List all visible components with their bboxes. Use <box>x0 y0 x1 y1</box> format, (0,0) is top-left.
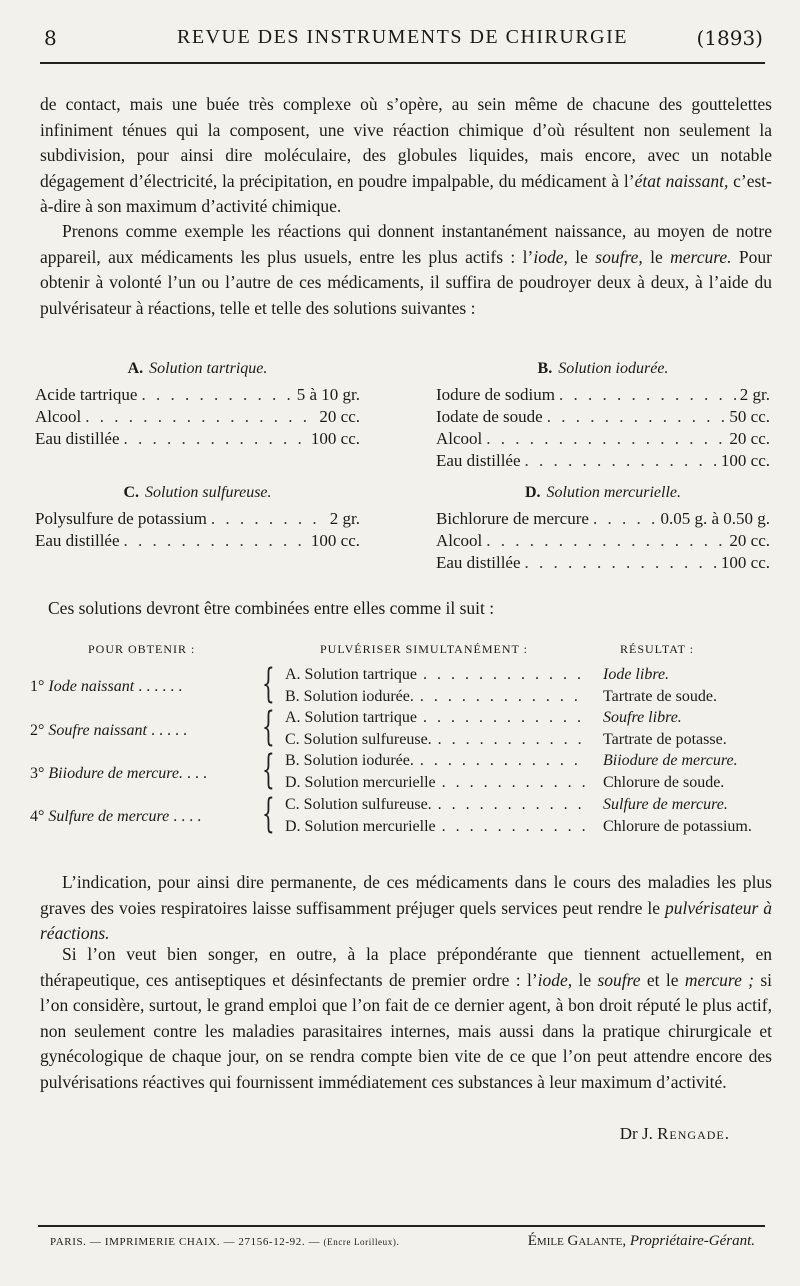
combo-solution: C. Solution sulfureuse. . . . <box>285 731 585 749</box>
combo-goal-3: 3° Biiodure de mercure. . . . <box>30 765 208 782</box>
footer-rule <box>38 1225 765 1227</box>
combo-result: Iode libre. <box>603 666 670 683</box>
combo-solution: D. Solution mercurielle . . . <box>285 774 585 792</box>
ingredient-row: Iodate de soude . . . 50 cc. <box>436 406 770 428</box>
header-pulverize: PULVÉRISER SIMULTANÉMENT : <box>320 642 528 656</box>
combo-solution: A. Solution tartrique . . . <box>285 666 585 684</box>
combo-solution: B. Solution iodurée. . . . <box>285 688 585 706</box>
year: (1893) <box>696 26 763 50</box>
signature: Dr J. Rengade. <box>619 1124 730 1143</box>
solution-title: B. Solution iodurée. <box>537 360 669 377</box>
solution-d <box>436 484 770 574</box>
combo-solution: C. Solution sulfureuse. . . . <box>285 796 585 814</box>
combo-result: Biiodure de mercure. <box>603 752 738 769</box>
running-title: REVUE DES INSTRUMENTS DE CHIRURGIE <box>177 26 628 48</box>
combo-result: Sulfure de mercure. <box>603 796 728 813</box>
header-goal: POUR OBTENIR : <box>88 642 196 656</box>
solution-title: C. Solution sulfureuse. <box>123 484 272 501</box>
ingredient-row: Eau distillée . . . 100 cc. <box>35 428 360 450</box>
ingredient-row: Alcool . . . 20 cc. <box>436 428 770 450</box>
paragraph-1: de contact, mais une buée très complexe où s’opère, au sein même de chacune des gouttelettes infiniment ténues qui la composent, une vive réaction chimique d’où résultent non seulement la subdivision, pour ainsi dire moléculaire, des globules liquides, mais encore, avec un notable dégagement d’électricité, la précipitation, en poudre impalpable, du médicament à l’état naissant, c’est-à-dire à son maximum d’activité chimique. <box>40 94 772 216</box>
ingredient-row: Eau distillée . . . 100 cc. <box>436 450 770 472</box>
running-header <box>40 22 765 52</box>
paragraph-2: Prenons comme exemple les réactions qui donnent instantanément naissance, au moyen de notre appareil, aux médicaments les plus usuels, entre les plus actifs : l’iode, le soufre, le mercure. Pour obtenir à volonté l’un ou l’autre de ces médicaments, il suffira de poudroyer deux à deux, à l’aide du pulvérisateur à réactions, telle et telle des solutions suivantes : <box>40 221 772 318</box>
solution-c <box>35 484 360 552</box>
brace-1: { <box>262 661 275 707</box>
printer-imprint: PARIS. — IMPRIMERIE CHAIX. — 27156-12-92. — (Encre Lorilleux). <box>50 1236 400 1248</box>
header-rule <box>40 62 765 64</box>
combo-solution: A. Solution tartrique . . . <box>285 709 585 727</box>
brace-3: { <box>262 747 275 793</box>
solution-a <box>35 360 360 450</box>
ingredient-row: Alcool . . . 20 cc. <box>436 530 770 552</box>
header-result: RÉSULTAT : <box>620 642 695 656</box>
combo-goal-1: 1° Iode naissant . . . . . . <box>30 678 183 695</box>
brace-4: { <box>262 791 275 837</box>
solution-title: A. Solution tartrique. <box>127 360 268 377</box>
ingredient-row: Acide tartrique . . . 5 à 10 gr. <box>35 384 360 406</box>
combo-result: Chlorure de soude. <box>603 774 725 791</box>
combo-solution: B. Solution iodurée. . . . <box>285 752 585 770</box>
paragraph-3: L’indication, pour ainsi dire permanente, de ces médicaments dans le cours des maladies les plus graves des voies respiratoires laisse suffisamment préjuger quels services peut rendre le pulvérisateur à réactions. <box>40 872 772 943</box>
combo-solution: D. Solution mercurielle . . . <box>285 818 585 836</box>
paragraph-4: Si l’on veut bien songer, en outre, à la place prépondérante que tiennent actuellement, en thérapeutique, ces antiseptiques et désinfectants de premier ordre : l’iode, le soufre et le mercure ; si l’on considère, surtout, le grand emploi que l’on fait de ce dernier agent, à bon droit réputé le plus actif, non seulement contre les maladies parasitaires internes, mais aussi dans la pratique chirurgicale et gynécologique de chaque jour, on se rendra compte bien vite de ce que l’on peut attendre encore des pulvérisations réactives qui fournissent immédiatement ces substances à leur maximum d’activité. <box>40 944 772 1092</box>
combinations-intro: Ces solutions devront être combinées entre elles comme il suit : <box>48 598 495 618</box>
combo-result: Tartrate de potasse. <box>603 731 727 748</box>
combo-goal-2: 2° Soufre naissant . . . . . <box>30 722 187 739</box>
publisher-line: Émile Galante, Propriétaire-Gérant. <box>527 1233 755 1249</box>
ingredient-row: Polysulfure de potassium . . . 2 gr. <box>35 508 360 530</box>
combo-result: Tartrate de soude. <box>603 688 717 705</box>
ingredient-row: Eau distillée . . . 100 cc. <box>436 552 770 574</box>
combo-goal-4: 4° Sulfure de mercure . . . . <box>30 808 202 825</box>
brace-2: { <box>262 704 275 750</box>
ingredient-row: Bichlorure de mercure . . . 0.05 g. à 0.50 g. <box>436 508 770 530</box>
ingredient-row: Eau distillée . . . 100 cc. <box>35 530 360 552</box>
ingredient-row: Iodure de sodium . . . 2 gr. <box>436 384 770 406</box>
combo-result: Chlorure de potassium. <box>603 818 752 835</box>
solution-title: D. Solution mercurielle. <box>524 484 682 501</box>
combo-result: Soufre libre. <box>603 709 682 726</box>
page-number: 8 <box>44 26 57 50</box>
solution-b <box>436 360 770 472</box>
ingredient-row: Alcool . . . 20 cc. <box>35 406 360 428</box>
